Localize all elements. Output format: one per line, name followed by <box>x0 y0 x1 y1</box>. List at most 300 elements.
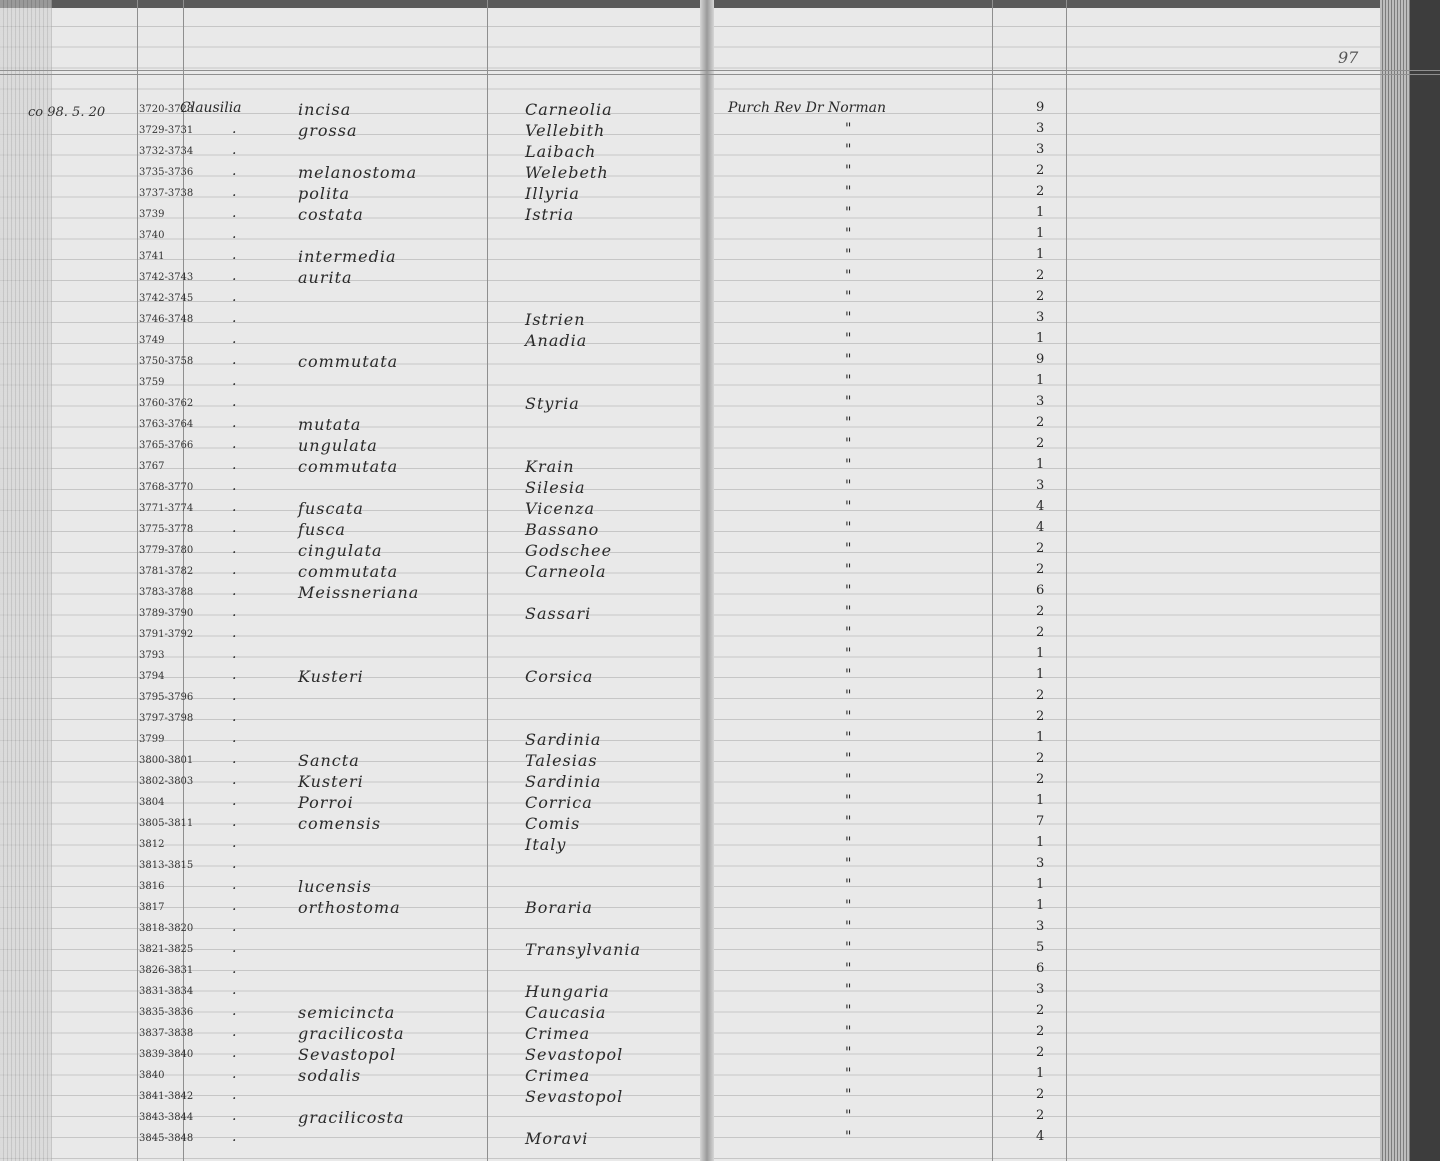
entry-number: 3775-3778 <box>139 524 194 535</box>
species-name: Sancta <box>298 751 360 770</box>
entry-number: 3763-3764 <box>139 419 194 430</box>
genus-ditto: . <box>232 772 237 788</box>
entry-number: 3837-3838 <box>139 1028 194 1039</box>
locality: Sevastopol <box>525 1045 624 1064</box>
source-ditto: " <box>845 940 852 956</box>
entry-number: 3789-3790 <box>139 608 194 619</box>
entry-number: 3843-3844 <box>139 1112 194 1123</box>
ledger-row <box>0 205 1440 226</box>
ledger-row <box>0 352 1440 373</box>
source-ditto: " <box>845 1003 852 1019</box>
genus-ditto: . <box>232 1003 237 1019</box>
specimen-count: 2 <box>1036 1024 1045 1039</box>
genus-ditto: . <box>232 247 237 263</box>
specimen-count: 3 <box>1036 982 1045 997</box>
entry-number: 3813-3815 <box>139 860 194 871</box>
specimen-count: 2 <box>1036 415 1045 430</box>
species-name: semicincta <box>298 1003 396 1022</box>
genus-ditto: . <box>232 478 237 494</box>
genus-ditto: . <box>232 835 237 851</box>
specimen-count: 4 <box>1036 1129 1045 1144</box>
genus-ditto: . <box>232 583 237 599</box>
entry-number: 3799 <box>139 734 165 745</box>
entry-number: 3760-3762 <box>139 398 194 409</box>
entry-number: 3732-3734 <box>139 146 194 157</box>
source-ditto: " <box>845 352 852 368</box>
species-name: incisa <box>298 100 352 119</box>
locality: Corsica <box>525 667 594 686</box>
specimen-count: 1 <box>1036 247 1045 262</box>
entry-number: 3739 <box>139 209 165 220</box>
source-ditto: " <box>845 163 852 179</box>
locality: Hungaria <box>525 982 610 1001</box>
ledger-row <box>0 772 1440 793</box>
genus-ditto: . <box>232 331 237 347</box>
entry-number: 3750-3758 <box>139 356 194 367</box>
genus-ditto: . <box>232 541 237 557</box>
entry-number: 3805-3811 <box>139 818 194 829</box>
genus-ditto: . <box>232 1024 237 1040</box>
locality: Sardinia <box>525 772 602 791</box>
entry-number: 3840 <box>139 1070 165 1081</box>
locality: Transylvania <box>525 940 642 959</box>
species-name: commutata <box>298 352 399 371</box>
source-ditto: " <box>845 961 852 977</box>
specimen-count: 4 <box>1036 499 1045 514</box>
genus-ditto: . <box>232 1129 237 1145</box>
entry-number: 3741 <box>139 251 165 262</box>
species-name: costata <box>298 205 364 224</box>
genus-ditto: . <box>232 625 237 641</box>
ledger-row <box>0 667 1440 688</box>
genus-ditto: . <box>232 226 237 242</box>
ledger-row <box>0 1003 1440 1024</box>
species-name: commutata <box>298 562 399 581</box>
entry-number: 3804 <box>139 797 165 808</box>
genus-ditto: . <box>232 646 237 662</box>
genus-ditto: . <box>232 520 237 536</box>
entry-number: 3839-3840 <box>139 1049 194 1060</box>
locality: Crimea <box>525 1066 591 1085</box>
entry-number: 3765-3766 <box>139 440 194 451</box>
genus-ditto: . <box>232 730 237 746</box>
entry-number: 3779-3780 <box>139 545 194 556</box>
specimen-count: 5 <box>1036 940 1045 955</box>
source-ditto: " <box>845 373 852 389</box>
ledger-row <box>0 184 1440 205</box>
ledger-row <box>0 373 1440 394</box>
locality: Corrica <box>525 793 593 812</box>
source-ditto: " <box>845 226 852 242</box>
genus-ditto: . <box>232 289 237 305</box>
specimen-count: 2 <box>1036 268 1045 283</box>
species-name: fusca <box>298 520 346 539</box>
source-ditto: " <box>845 982 852 998</box>
entry-number: 3816 <box>139 881 165 892</box>
ledger-row <box>0 289 1440 310</box>
genus-ditto: . <box>232 499 237 515</box>
source-ditto: " <box>845 415 852 431</box>
source-ditto: " <box>845 289 852 305</box>
source-ditto: " <box>845 436 852 452</box>
ledger-row <box>0 1024 1440 1045</box>
ledger-row <box>0 898 1440 919</box>
specimen-count: 3 <box>1036 310 1045 325</box>
genus-ditto: . <box>232 121 237 137</box>
specimen-count: 1 <box>1036 646 1045 661</box>
genus-ditto: . <box>232 1066 237 1082</box>
specimen-count: 3 <box>1036 856 1045 871</box>
locality: Moravi <box>525 1129 589 1148</box>
species-name: fuscata <box>298 499 364 518</box>
entry-number: 3826-3831 <box>139 965 194 976</box>
entry-number: 3742-3743 <box>139 272 194 283</box>
ledger-row <box>0 961 1440 982</box>
entry-number: 3841-3842 <box>139 1091 194 1102</box>
species-name: ungulata <box>298 436 378 455</box>
source-ditto: " <box>845 583 852 599</box>
genus-ditto: . <box>232 793 237 809</box>
specimen-count: 2 <box>1036 163 1045 178</box>
ledger-row <box>0 1108 1440 1129</box>
ledger-row <box>0 226 1440 247</box>
specimen-count: 1 <box>1036 457 1045 472</box>
locality: Laibach <box>525 142 597 161</box>
source-ditto: " <box>845 835 852 851</box>
entry-number: 3783-3788 <box>139 587 194 598</box>
locality: Crimea <box>525 1024 591 1043</box>
locality: Talesias <box>525 751 598 770</box>
specimen-count: 1 <box>1036 898 1045 913</box>
specimen-count: 2 <box>1036 1087 1045 1102</box>
ledger-row <box>0 121 1440 142</box>
source-ditto: " <box>845 688 852 704</box>
genus-ditto: . <box>232 940 237 956</box>
source-ditto: " <box>845 499 852 515</box>
entry-number: 3802-3803 <box>139 776 194 787</box>
genus-ditto: . <box>232 1045 237 1061</box>
ledger-row <box>0 730 1440 751</box>
source-ditto: " <box>845 1087 852 1103</box>
source-ditto: " <box>845 877 852 893</box>
specimen-count: 2 <box>1036 184 1045 199</box>
source-ditto: " <box>845 478 852 494</box>
locality: Welebeth <box>525 163 609 182</box>
source-ditto: " <box>845 646 852 662</box>
source-ditto: " <box>845 730 852 746</box>
specimen-count: 2 <box>1036 772 1045 787</box>
entry-number: 3781-3782 <box>139 566 194 577</box>
entry-number: 3817 <box>139 902 165 913</box>
source-ditto: " <box>845 121 852 137</box>
locality: Sevastopol <box>525 1087 624 1106</box>
ledger-row <box>0 163 1440 184</box>
page-number: 97 <box>1338 48 1359 67</box>
ledger-row <box>0 499 1440 520</box>
specimen-count: 3 <box>1036 142 1045 157</box>
specimen-count: 2 <box>1036 751 1045 766</box>
species-name: aurita <box>298 268 353 287</box>
entry-number: 3768-3770 <box>139 482 194 493</box>
source-ditto: " <box>845 898 852 914</box>
entry-number: 3797-3798 <box>139 713 194 724</box>
specimen-count: 3 <box>1036 919 1045 934</box>
species-name: grossa <box>298 121 358 140</box>
species-name: Porroi <box>298 793 354 812</box>
specimen-count: 3 <box>1036 394 1045 409</box>
species-name: Kusteri <box>298 667 364 686</box>
ledger-row <box>0 835 1440 856</box>
genus-ditto: . <box>232 142 237 158</box>
ledger-row <box>0 100 1440 121</box>
ledger-row <box>0 1087 1440 1108</box>
specimen-count: 2 <box>1036 604 1045 619</box>
entry-number: 3831-3834 <box>139 986 194 997</box>
genus-ditto: . <box>232 562 237 578</box>
genus-ditto: . <box>232 982 237 998</box>
specimen-count: 2 <box>1036 1003 1045 1018</box>
register-value: 98. 5. 20 <box>47 105 106 120</box>
ledger-row <box>0 1045 1440 1066</box>
entry-number: 3835-3836 <box>139 1007 194 1018</box>
source-ditto: " <box>845 625 852 641</box>
species-name: sodalis <box>298 1066 362 1085</box>
specimen-count: 1 <box>1036 835 1045 850</box>
genus-ditto: . <box>232 688 237 704</box>
ledger-row <box>0 919 1440 940</box>
source-ditto: " <box>845 604 852 620</box>
source-ditto: " <box>845 331 852 347</box>
genus-name: Clausilia <box>180 100 242 116</box>
ledger-row <box>0 604 1440 625</box>
locality: Carneola <box>525 562 607 581</box>
specimen-count: 2 <box>1036 709 1045 724</box>
genus-ditto: . <box>232 163 237 179</box>
source-ditto: " <box>845 184 852 200</box>
source-ditto: " <box>845 667 852 683</box>
entry-number: 3749 <box>139 335 165 346</box>
source-ditto: " <box>845 919 852 935</box>
entry-number: 3771-3774 <box>139 503 194 514</box>
species-name: comensis <box>298 814 382 833</box>
ledger-row <box>0 541 1440 562</box>
specimen-count: 2 <box>1036 1045 1045 1060</box>
specimen-count: 2 <box>1036 688 1045 703</box>
genus-ditto: . <box>232 205 237 221</box>
source-ditto: " <box>845 520 852 536</box>
source-ditto: " <box>845 709 852 725</box>
locality: Bassano <box>525 520 600 539</box>
entry-number: 3812 <box>139 839 165 850</box>
genus-ditto: . <box>232 1087 237 1103</box>
specimen-count: 3 <box>1036 121 1045 136</box>
entry-number: 3793 <box>139 650 165 661</box>
locality: Sardinia <box>525 730 602 749</box>
ledger-row <box>0 583 1440 604</box>
species-name: gracilicosta <box>298 1024 405 1043</box>
entry-number: 3791-3792 <box>139 629 194 640</box>
specimen-count: 1 <box>1036 373 1045 388</box>
ledger-row <box>0 814 1440 835</box>
locality: Godschee <box>525 541 613 560</box>
source-ditto: " <box>845 856 852 872</box>
ledger-row <box>0 940 1440 961</box>
entry-number: 3759 <box>139 377 165 388</box>
source-ditto: " <box>845 268 852 284</box>
entry-number: 3795-3796 <box>139 692 194 703</box>
genus-ditto: . <box>232 352 237 368</box>
ledger-row <box>0 1066 1440 1087</box>
entry-number: 3740 <box>139 230 165 241</box>
entry-number: 3845-3848 <box>139 1133 194 1144</box>
genus-ditto: . <box>232 814 237 830</box>
source-ditto: " <box>845 1129 852 1145</box>
source-ditto: " <box>845 751 852 767</box>
source-ditto: " <box>845 247 852 263</box>
specimen-count: 7 <box>1036 814 1045 829</box>
ledger-row <box>0 793 1440 814</box>
ledger-row <box>0 520 1440 541</box>
locality: Boraria <box>525 898 593 917</box>
specimen-count: 2 <box>1036 289 1045 304</box>
specimen-count: 2 <box>1036 1108 1045 1123</box>
ledger-row <box>0 982 1440 1003</box>
genus-ditto: . <box>232 877 237 893</box>
specimen-count: 1 <box>1036 1066 1045 1081</box>
specimen-count: 2 <box>1036 436 1045 451</box>
specimen-count: 2 <box>1036 541 1045 556</box>
source-ditto: " <box>845 394 852 410</box>
genus-ditto: . <box>232 415 237 431</box>
genus-ditto: . <box>232 1108 237 1124</box>
specimen-count: 9 <box>1036 100 1045 115</box>
ledger-row <box>0 562 1440 583</box>
source-ditto: " <box>845 1045 852 1061</box>
genus-ditto: . <box>232 457 237 473</box>
source-ditto: " <box>845 205 852 221</box>
specimen-count: 1 <box>1036 877 1045 892</box>
ledger-row <box>0 709 1440 730</box>
species-name: Sevastopol <box>298 1045 397 1064</box>
specimen-count: 1 <box>1036 667 1045 682</box>
genus-ditto: . <box>232 436 237 452</box>
genus-ditto: . <box>232 394 237 410</box>
locality: Carneolia <box>525 100 613 119</box>
specimen-count: 3 <box>1036 478 1045 493</box>
ledger-row <box>0 142 1440 163</box>
ledger-row <box>0 877 1440 898</box>
entry-number: 3767 <box>139 461 165 472</box>
specimen-count: 1 <box>1036 226 1045 241</box>
entry-number: 3794 <box>139 671 165 682</box>
specimen-count: 4 <box>1036 520 1045 535</box>
specimen-count: 2 <box>1036 562 1045 577</box>
source-ditto: " <box>845 793 852 809</box>
species-name: orthostoma <box>298 898 401 917</box>
locality: Illyria <box>525 184 580 203</box>
locality: Comis <box>525 814 581 833</box>
ledger-row <box>0 247 1440 268</box>
ledger-row <box>0 478 1440 499</box>
entry-number: 3818-3820 <box>139 923 194 934</box>
species-name: cingulata <box>298 541 383 560</box>
ledger-row <box>0 1129 1440 1150</box>
source-ditto: " <box>845 1024 852 1040</box>
ledger-row <box>0 646 1440 667</box>
source-ditto: " <box>845 310 852 326</box>
locality: Styria <box>525 394 580 413</box>
entry-number: 3729-3731 <box>139 125 194 136</box>
locality: Istria <box>525 205 575 224</box>
locality: Silesia <box>525 478 586 497</box>
specimen-count: 1 <box>1036 205 1045 220</box>
species-name: Meissneriana <box>298 583 420 602</box>
species-name: polita <box>298 184 351 203</box>
species-name: lucensis <box>298 877 372 896</box>
source-ditto: " <box>845 1066 852 1082</box>
specimen-count: 1 <box>1036 730 1045 745</box>
entry-number: 3742-3745 <box>139 293 194 304</box>
source-note: Purch Rev Dr Norman <box>728 100 886 116</box>
source-ditto: " <box>845 457 852 473</box>
genus-ditto: . <box>232 667 237 683</box>
locality: Krain <box>525 457 575 476</box>
genus-ditto: . <box>232 961 237 977</box>
locality: Caucasia <box>525 1003 607 1022</box>
locality: Anadia <box>525 331 588 350</box>
locality: Italy <box>525 835 567 854</box>
locality: Sassari <box>525 604 592 623</box>
entry-number: 3737-3738 <box>139 188 194 199</box>
source-ditto: " <box>845 142 852 158</box>
ledger-row <box>0 688 1440 709</box>
specimen-count: 6 <box>1036 961 1045 976</box>
genus-ditto: . <box>232 310 237 326</box>
ledger-row <box>0 856 1440 877</box>
genus-ditto: . <box>232 184 237 200</box>
genus-ditto: . <box>232 919 237 935</box>
entry-number: 3720-3728 <box>139 104 194 115</box>
locality: Vellebith <box>525 121 606 140</box>
entry-number: 3746-3748 <box>139 314 194 325</box>
ledger-row <box>0 625 1440 646</box>
ledger-row <box>0 457 1440 478</box>
register-prefix: co <box>28 105 44 120</box>
specimen-count: 1 <box>1036 793 1045 808</box>
source-ditto: " <box>845 772 852 788</box>
species-name: gracilicosta <box>298 1108 405 1127</box>
genus-ditto: . <box>232 604 237 620</box>
entry-number: 3735-3736 <box>139 167 194 178</box>
genus-ditto: . <box>232 373 237 389</box>
entry-number: 3821-3825 <box>139 944 194 955</box>
source-ditto: " <box>845 814 852 830</box>
locality: Vicenza <box>525 499 596 518</box>
entry-number: 3800-3801 <box>139 755 194 766</box>
species-name: intermedia <box>298 247 397 266</box>
species-name: Kusteri <box>298 772 364 791</box>
species-name: melanostoma <box>298 163 418 182</box>
ledger-row <box>0 310 1440 331</box>
specimen-count: 1 <box>1036 331 1045 346</box>
source-ditto: " <box>845 562 852 578</box>
genus-ditto: . <box>232 856 237 872</box>
source-ditto: " <box>845 1108 852 1124</box>
ledger-row <box>0 415 1440 436</box>
source-ditto: " <box>845 541 852 557</box>
specimen-count: 6 <box>1036 583 1045 598</box>
ledger-row <box>0 268 1440 289</box>
